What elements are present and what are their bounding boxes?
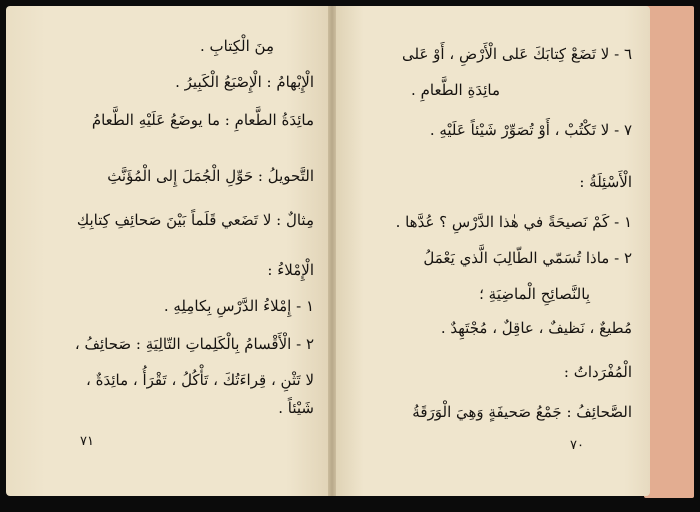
right-line-3: ٧ - لا تَكْتُبْ ، أَوْ تُصَوِّرْ شَيْئاً عَلَيْهِ . [429, 121, 632, 139]
right-line-8: مُطيعٌ ، نَظيفٌ ، عاقِلٌ ، مُجْتَهِدٌ . [440, 319, 632, 337]
right-line-4: الْأَسْئِلَةُ : [579, 173, 632, 191]
book-gutter [328, 6, 336, 496]
right-line-6: ٢ - ماذا تُسَمّي الطّالِبَ الَّذي يَعْمَلُ [423, 249, 632, 267]
right-page-number: ٧٠ [570, 438, 584, 453]
left-line-9: لا تَثْنِ ، قِراءَتُكَ ، تَأْكُلُ ، تَقْرَأُ ، مائِدَةٌ ، [85, 371, 314, 389]
left-line-10: شَيْئاً . [278, 399, 314, 417]
left-line-4: التَّحويلُ : حَوِّلِ الْجُمَلَ إِلى الْمُؤَنَّثِ [107, 167, 314, 185]
left-line-6: الْإِمْلاءُ : [267, 261, 314, 279]
right-line-10: الصَّحائِفُ : جَمْعُ صَحيفَةٍ وَهِيَ الْوَرَقَةُ [412, 403, 632, 421]
right-line-5: ١ - كَمْ نَصيحَةً في هٰذا الدَّرْسِ ؟ عُدَّها . [395, 213, 632, 231]
left-page-number: ٧١ [80, 434, 94, 449]
left-line-8: ٢ - الْأَقْسامُ بِالْكَلِماتِ التّالِيَةِ : صَحائِفُ ، [74, 335, 314, 353]
left-line-1: مِنَ الْكِتابِ . [200, 37, 274, 55]
right-line-7: بِالنَّصائِحِ الْماضِيَةِ ؛ [479, 285, 590, 303]
left-page [6, 6, 332, 496]
left-line-2: الْإِبْهامُ : الْإِصْبَعُ الْكَبِيرُ . [175, 73, 314, 91]
right-line-1: ٦ - لا تَضَعْ كِتابَكَ عَلى الْأَرْضِ ، أَوْ عَلى [401, 45, 632, 63]
right-page [332, 6, 650, 496]
right-line-2: مائِدَةِ الطَّعامِ . [411, 81, 500, 99]
left-line-3: مائِدَةُ الطَّعامِ : ما يوضَعُ عَلَيْهِ الطَّعامُ [91, 111, 314, 129]
left-line-5: مِثالٌ : لا تَضَعي قَلَماً بَيْنَ صَحائِفِ كِتابِكِ [76, 211, 314, 229]
left-line-7: ١ - إِمْلاءُ الدَّرْسِ بِكامِلِهِ . [163, 297, 314, 315]
book-page-edges [644, 6, 694, 498]
right-line-9: الْمُفْرَداتُ : [563, 363, 632, 381]
